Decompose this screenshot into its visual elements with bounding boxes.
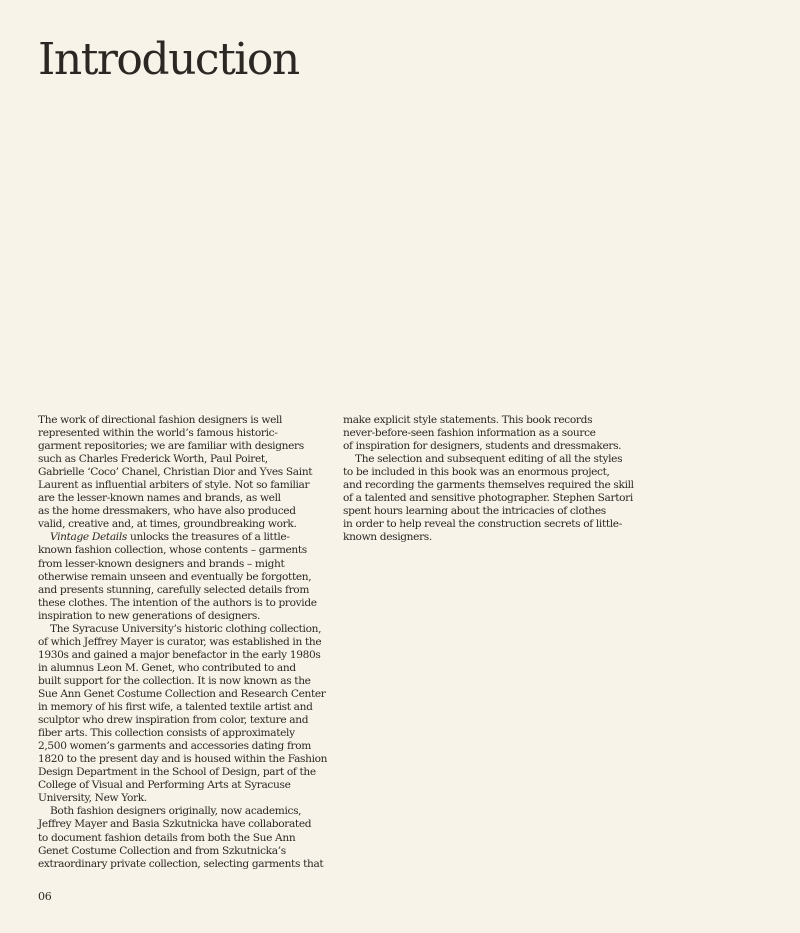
- text-line: Laurent as influential arbiters of style. Not so familiar: [38, 479, 310, 492]
- text-line: such as Charles Frederick Worth, Paul Poiret,: [38, 453, 268, 466]
- text-line: make explicit style statements. This book records: [343, 414, 593, 426]
- text-line: The work of directional fashion designers is well: [38, 414, 283, 426]
- body-column-left: [38, 414, 328, 871]
- text-line: and presents stunning, carefully selected details from: [38, 583, 310, 596]
- text-line: and recording the garments themselves required the skill: [343, 479, 634, 492]
- text-line: of a talented and sensitive photographer. Stephen Sartori: [343, 492, 633, 505]
- text-line: in order to help reveal the construction secrets of little-: [343, 518, 622, 531]
- text-line: College of Visual and Performing Arts at Syracuse: [38, 779, 291, 792]
- text-line: these clothes. The intention of the authors is to provide: [38, 596, 317, 609]
- text-line: fiber arts. This collection consists of approximately: [38, 727, 295, 740]
- text-line: to document fashion details from both the Sue Ann: [38, 831, 296, 844]
- text-line: are the lesser-known names and brands, as well: [38, 492, 281, 505]
- text-line: of inspiration for designers, students and dressmakers.: [343, 440, 622, 453]
- text-line: 1930s and gained a major benefactor in the early 1980s: [38, 648, 321, 661]
- text-line: Genet Costume Collection and from Szkutnicka’s: [38, 844, 286, 857]
- text-line: Both fashion designers originally, now academics,: [50, 805, 302, 818]
- text-line: The selection and subsequent editing of all the styles: [355, 453, 623, 466]
- text-line: represented within the world’s famous historic-: [38, 427, 278, 440]
- text-line: 2,500 women’s garments and accessories dating from: [38, 740, 311, 753]
- text-line: extraordinary private collection, selecting garments that: [38, 857, 324, 870]
- text-line: University, New York.: [38, 792, 147, 805]
- text-line: Design Department in the School of Design, part of the: [38, 766, 316, 779]
- text-line: to be included in this book was an enormous project,: [343, 466, 610, 479]
- text-line: The Syracuse University’s historic clothing collection,: [50, 622, 322, 635]
- text-line: as the home dressmakers, who have also produced: [38, 505, 296, 518]
- text-line-rest: unlocks the treasures of a little-: [126, 531, 290, 544]
- text-line: Sue Ann Genet Costume Collection and Research Center: [38, 687, 326, 700]
- text-line: Gabrielle ‘Coco’ Chanel, Christian Dior and Yves Saint: [38, 466, 313, 479]
- page-title: Introduction: [38, 34, 299, 85]
- text-line: garment repositories; we are familiar with designers: [38, 440, 304, 453]
- text-line: in memory of his first wife, a talented textile artist and: [38, 701, 313, 714]
- text-line: inspiration to new generations of designers.: [38, 609, 260, 622]
- text-line: in alumnus Leon M. Genet, who contributed to and: [38, 661, 296, 674]
- text-line: never-before-seen fashion information as a source: [343, 427, 596, 440]
- text-line: of which Jeffrey Mayer is curator, was established in the: [38, 635, 322, 648]
- book-title-italic: Vintage Details: [50, 531, 127, 544]
- body-column-right: [343, 414, 633, 544]
- text-line: Jeffrey Mayer and Basia Szkutnicka have collaborated: [38, 818, 312, 831]
- text-line: known fashion collection, whose contents – garments: [38, 544, 307, 557]
- text-line: built support for the collection. It is now known as the: [38, 674, 311, 687]
- text-line: known designers.: [343, 531, 432, 544]
- text-line: [38, 531, 328, 544]
- text-line: 1820 to the present day and is housed within the Fashion: [38, 753, 328, 766]
- text-line: sculptor who drew inspiration from color, texture and: [38, 714, 309, 727]
- text-line: valid, creative and, at times, groundbreaking work.: [38, 518, 297, 531]
- text-line: otherwise remain unseen and eventually be forgotten,: [38, 570, 312, 583]
- page-number: 06: [38, 890, 52, 903]
- text-line: spent hours learning about the intricacies of clothes: [343, 505, 606, 518]
- text-line: from lesser-known designers and brands – might: [38, 557, 285, 570]
